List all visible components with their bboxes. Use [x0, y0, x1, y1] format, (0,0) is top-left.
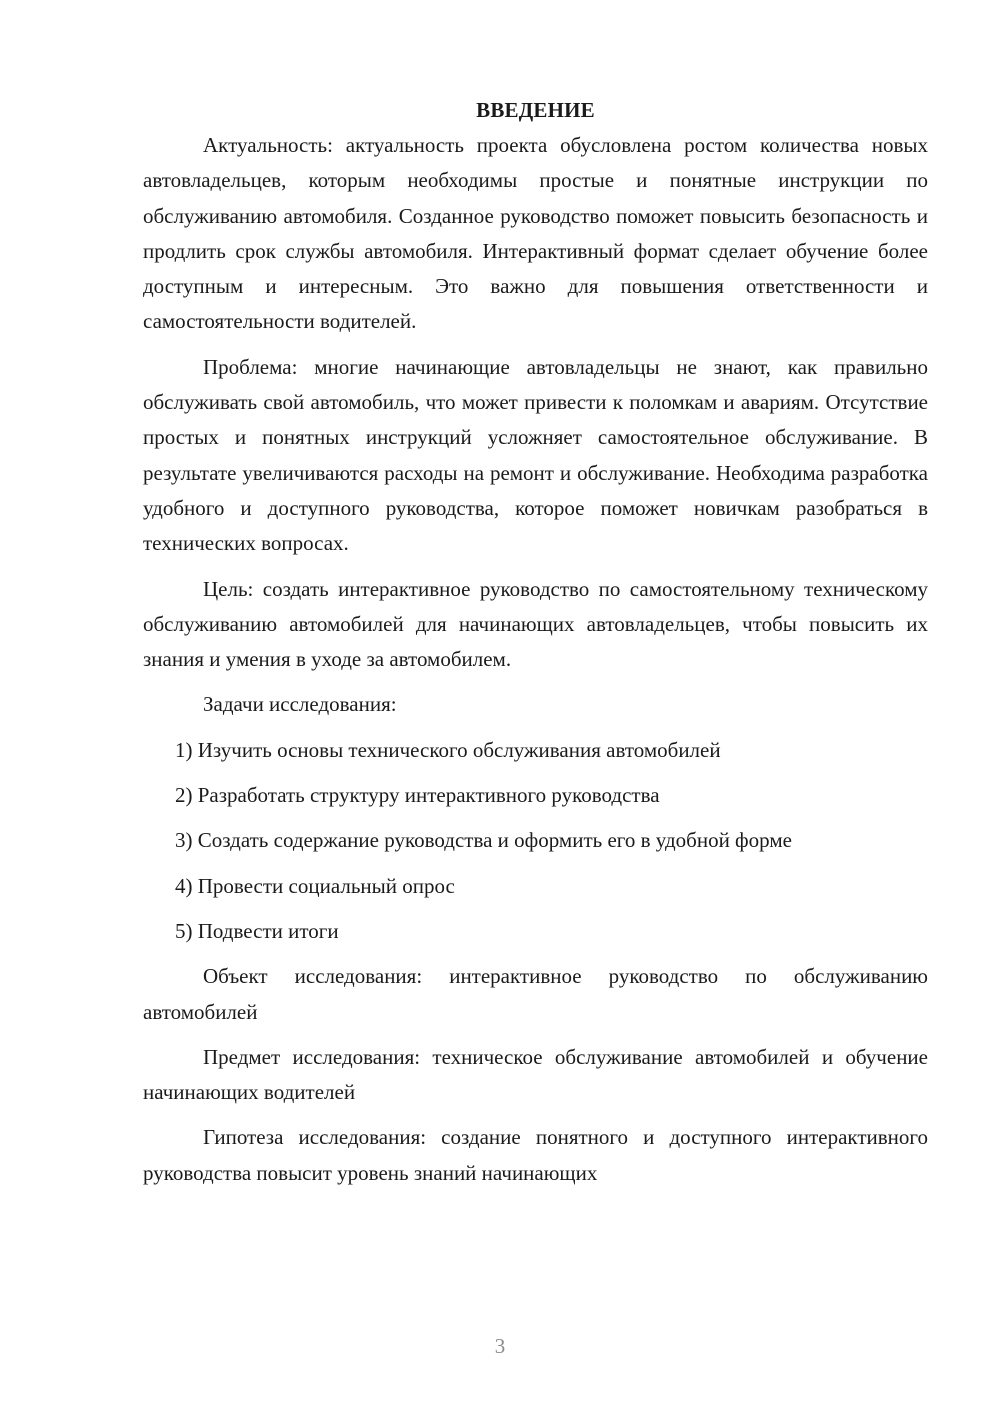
- list-item: 2) Разработать структуру интерактивного руководства: [175, 783, 660, 808]
- tasks-title: Задачи исследования:: [203, 692, 397, 717]
- list-item: 5) Подвести итоги: [175, 918, 339, 943]
- page-content: [143, 92, 928, 1191]
- subject-paragraph: Предмет исследования: техническое обслуживание автомобилей и обучение начинающих водителей: [143, 1044, 928, 1105]
- problem-paragraph: Проблема: многие начинающие автовладельцы не знают, как правильно обслуживать свой автомобиль, что может привести к поломкам и авариям. Отсутствие простых и понятных инструкций усложняет самостоятельное обслуживание. В результате увеличиваются расходы на ремонт и обслуживание. Необходима разработка удобного и доступного руководства, которое поможет новичкам разобраться в технических вопросах.: [143, 354, 928, 556]
- list-item: 3) Создать содержание руководства и оформить его в удобной форме: [175, 828, 792, 853]
- relevance-paragraph: Актуальность: актуальность проекта обусловлена ростом количества новых автовладельцев, которым необходимы простые и понятные инструкции по обслуживанию автомобиля. Созданное руководство поможет повысить безопасность и продлить срок службы автомобиля. Интерактивный формат сделает обучение более доступным и интересным. Это важно для повышения ответственности и самостоятельности водителей.: [143, 133, 928, 334]
- goal-paragraph: Цель: создать интерактивное руководство по самостоятельному техническому обслуживанию автомобилей для начинающих автовладельцев, чтобы повысить их знания и умения в уходе за автомобилем.: [143, 576, 928, 672]
- section-heading: ВВЕДЕНИЕ: [476, 98, 595, 122]
- hypothesis-paragraph: Гипотеза исследования: создание понятного и доступного интерактивного руководства повысит уровень знаний начинающих: [143, 1125, 928, 1185]
- page-number: 3: [494, 1334, 506, 1358]
- object-paragraph: Объект исследования: интерактивное руководство по обслуживанию автомобилей: [143, 964, 928, 1024]
- tasks-list: [143, 733, 928, 949]
- list-item: 4) Провести социальный опрос: [175, 873, 455, 898]
- list-item: 1) Изучить основы технического обслуживания автомобилей: [175, 737, 721, 762]
